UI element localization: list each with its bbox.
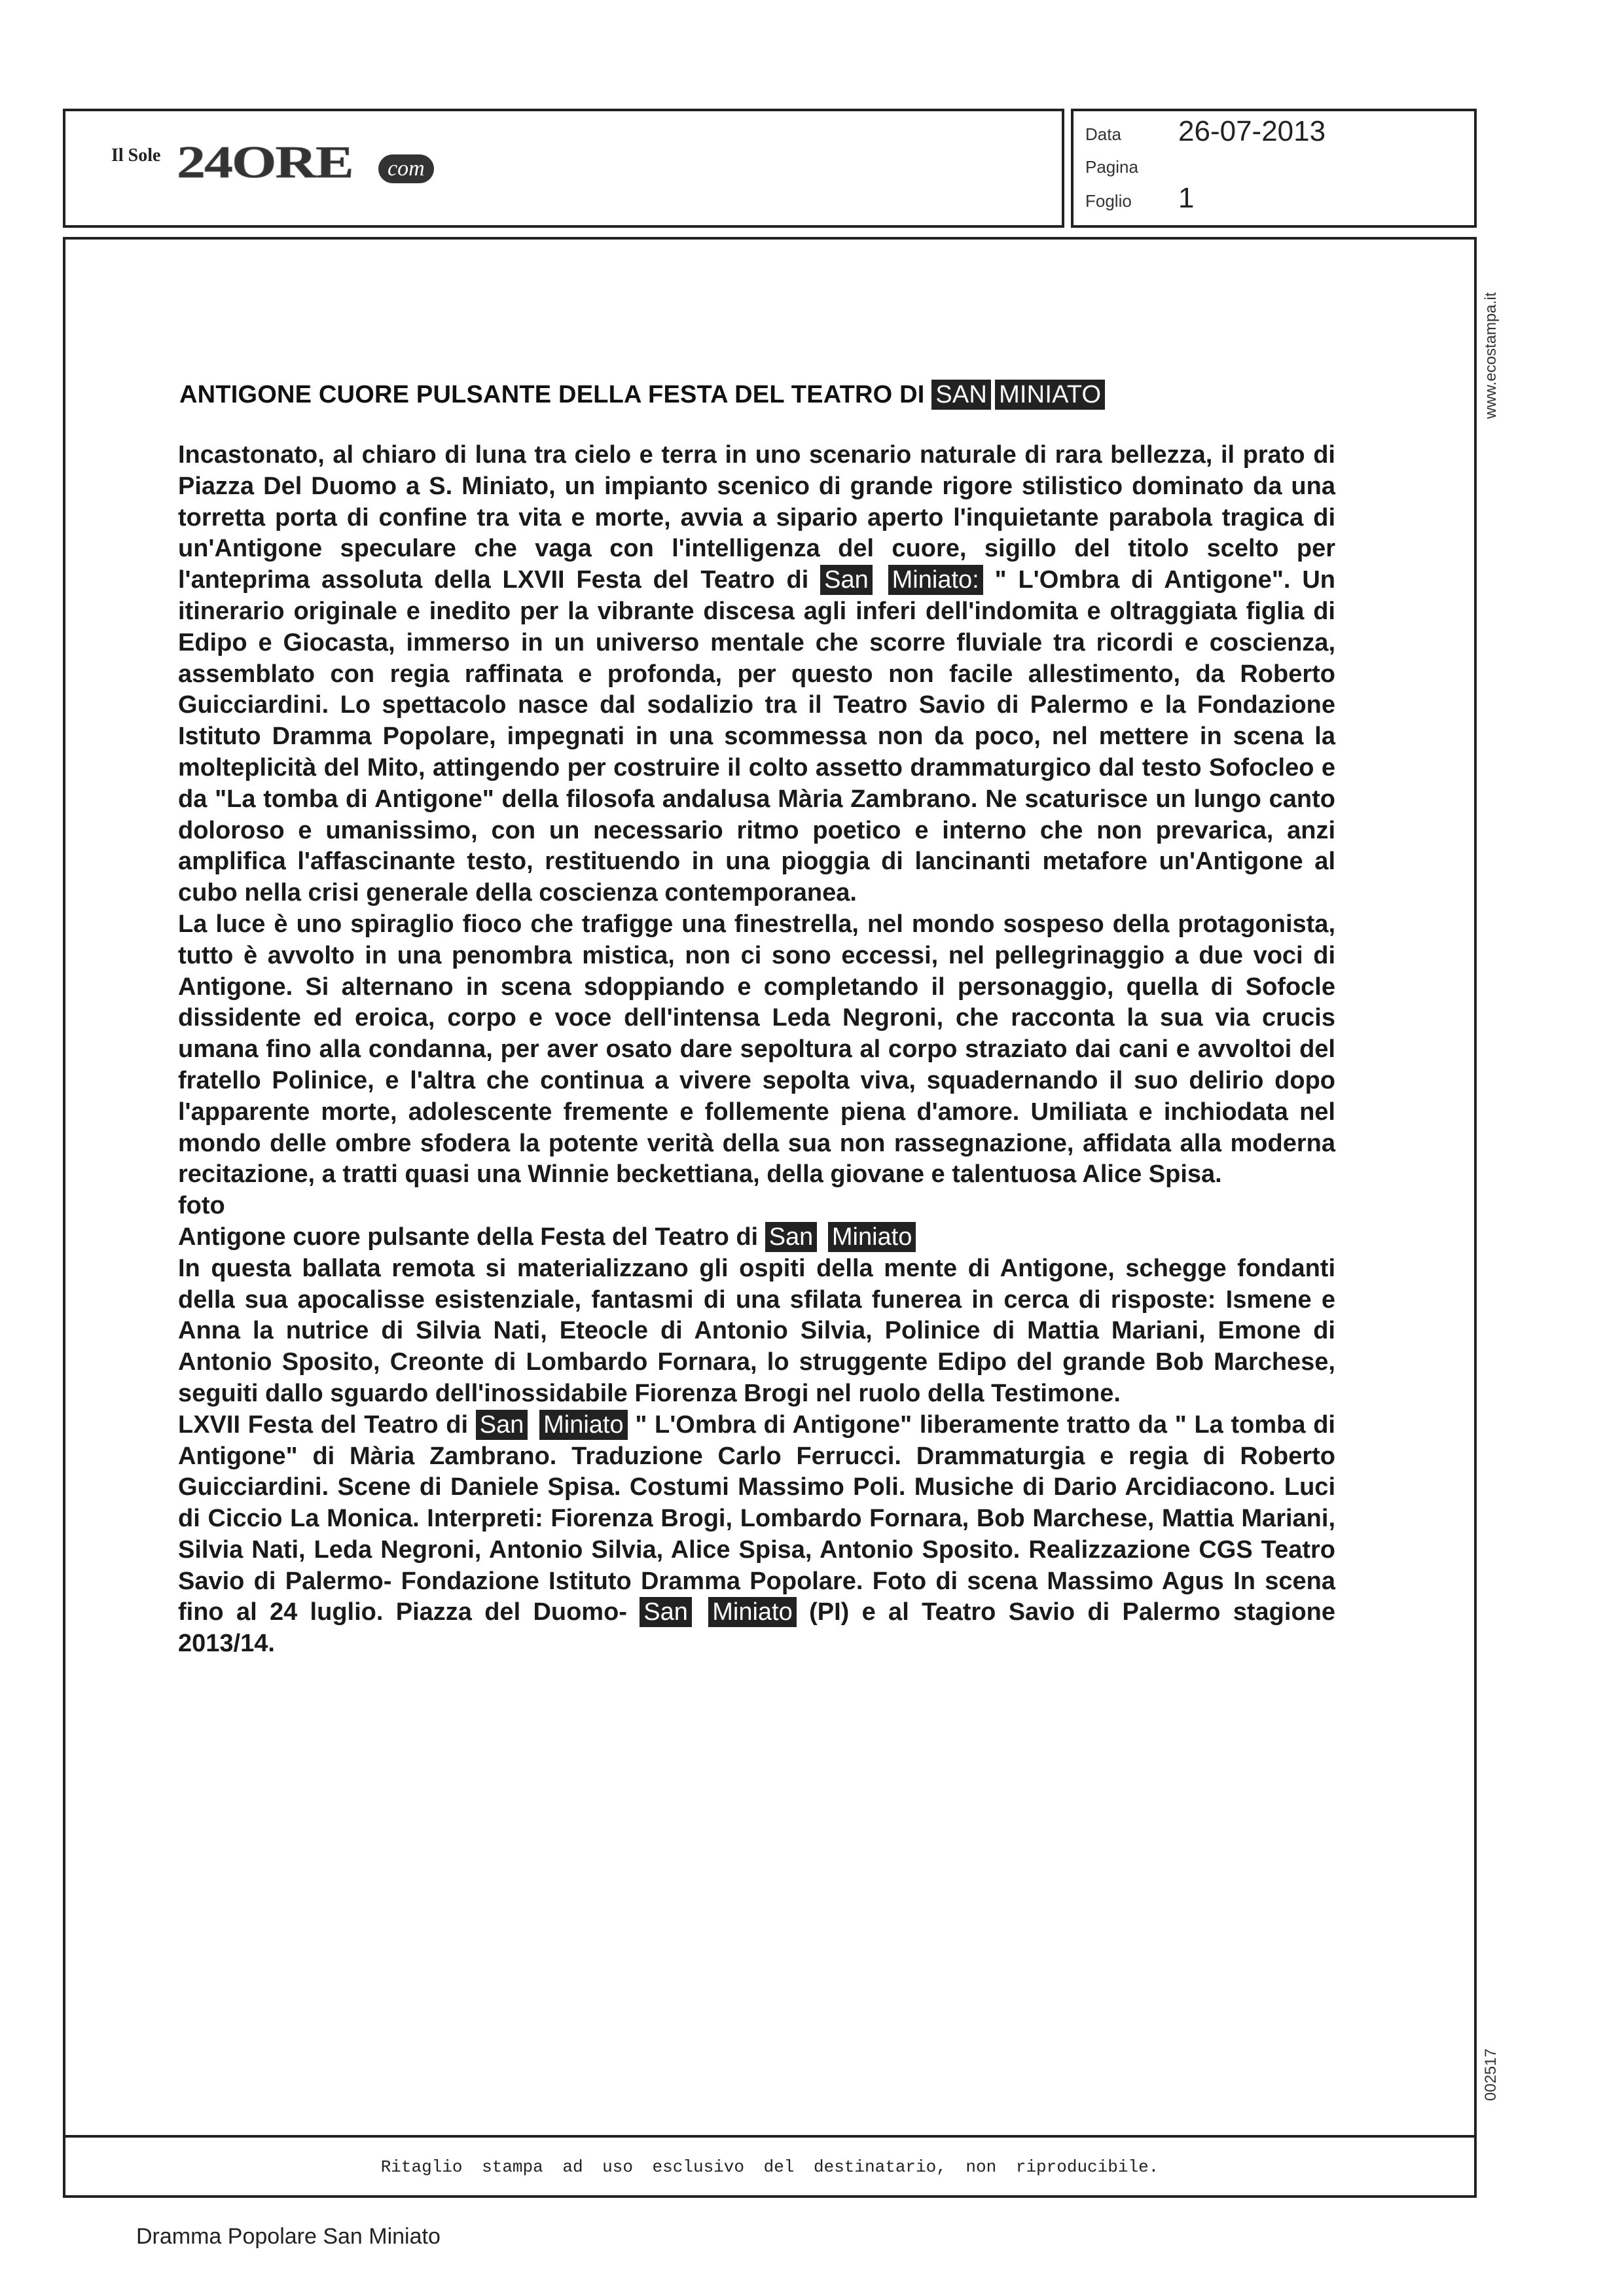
paragraph-1 (178, 440, 1335, 909)
title-text: ANTIGONE CUORE PULSANTE DELLA FESTA DEL TEATRO DI (179, 381, 925, 408)
paragraph-3: In questa ballata remota si materializzano gli ospiti della mente di Antigone, schegge fondanti della sua apocalisse esistenziale, fantasmi di una sfilata funerea in cerca di risposte: Ismene e Anna la nutrice di Silvia Nati, Eteocle di Antonio Silvia, Polinice di Mattia Mariani, Emone di Antonio Sposito, Creonte di Lombardo Fornara, lo struggente Edipo del grande Bob Marchese, seguiti dallo sguardo dell'inossidabile Fiorenza Brogi nel ruolo della Testimone. (178, 1254, 1335, 1407)
highlight-miniato: Miniato (828, 1222, 916, 1252)
source-footer: Dramma Popolare San Miniato (136, 2224, 441, 2249)
photo-caption-text: Antigone cuore pulsante della Festa del Teatro di (178, 1223, 759, 1251)
highlight-san: San (640, 1597, 692, 1627)
credits-paragraph (178, 1410, 1335, 1660)
highlight-miniato: Miniato (708, 1597, 797, 1627)
title-highlight-san: SAN (931, 380, 991, 410)
highlight-san: San (765, 1222, 818, 1252)
date-label: Data (1085, 124, 1121, 144)
website-side-label: www.ecostampa.it (1482, 292, 1500, 419)
title-highlight-miniato: MINIATO (995, 380, 1105, 410)
logo-main: 24ORE (177, 137, 353, 188)
logo-suffix: com (378, 154, 434, 183)
credits-text-c: (PI) e al Teatro Savio di Palermo stagione 2013/14. (178, 1598, 1336, 1658)
credits-text-a: LXVII Festa del Teatro di (178, 1410, 469, 1439)
code-side-label: 002517 (1482, 2048, 1500, 2101)
metadata-box (1071, 109, 1477, 228)
article-title (179, 381, 1105, 409)
highlight-miniato: Miniato (539, 1410, 628, 1440)
paragraph-2: La luce è uno spiraglio fioco che trafigge una finestrella, nel mondo sospeso della protagonista, tutto è avvolto in una penombra mistica, non ci sono eccessi, nel pellegrinaggio a due voci di Antigone. Si alternano in scena sdoppiando e completando il personaggio, quella di Sofocle dissidente ed eroica, corpo e voce dell'intensa Leda Negroni, che racconta la sua via crucis umana fino alla condanna, per aver osato dare sepoltura al corpo straziato dai cani e avvoltoi del fratello Polinice, e l'altra che continua a vivere sepolta viva, squadernando il suo delirio dopo l'apparente morte, adolescente fremente e follemente piena d'amore. Umiliata e inchiodata nel mondo delle ombre sfodera la potente verità della sua non rassegnazione, affidata alla moderna recitazione, a tratti quasi una Winnie beckettiana, della giovane e talentuosa Alice Spisa. (178, 910, 1335, 1189)
highlight-miniato: Miniato: (888, 565, 983, 595)
credits-text-b: " L'Ombra di Antigone" liberamente tratto da " La tomba di Antigone" di Mària Zambrano. Traduzione Carlo Ferrucci. Drammaturgia e regia di Roberto Guicciardini. Scene di Daniele Spisa. Costumi Massimo Poli. Musiche di Dario Arcidiacono. Luci di Ciccio La Monica. Interpreti: Fiorenza Brogi, Lombardo Fornara, Bob Marchese, Mattia Mariani, Silvia Nati, Leda Negroni, Antonio Silvia, Alice Spisa, Antonio Sposito. Realizzazione CGS Teatro Savio di Palermo- Fondazione Istituto Dramma Popolare. Foto di scena Massimo Agus In scena fino al 24 luglio. Piazza del Duomo- (178, 1410, 1335, 1626)
highlight-san: San (820, 565, 873, 595)
paragraph-1-text-a: Incastonato, al chiaro di luna tra cielo e terra in uno scenario naturale di rara bellezza, il prato di Piazza Del Duomo a S. Miniato, un impianto scenico di grande rigore stilistico dominato da una torretta porta di confine tra vita e morte, avvia a sipario aperto l'inquietante parabola tragica di un'Antigone speculare che vaga con l'intelligenza del cuore, sigillo del titolo scelto per l'anteprima assoluta della LXVII Festa del Teatro di (178, 441, 1335, 594)
sheet-value: 1 (1178, 182, 1195, 214)
page-label: Pagina (1085, 157, 1138, 177)
photo-caption-label: foto (178, 1192, 225, 1220)
reproduction-notice: Ritaglio stampa ad uso esclusivo del destinatario, non riproducibile. (380, 2157, 1159, 2177)
notice-bar (63, 2135, 1477, 2198)
article-body (178, 440, 1335, 1660)
newspaper-logo-box (63, 109, 1064, 228)
date-value: 26-07-2013 (1178, 115, 1326, 147)
sheet-label: Foglio (1085, 191, 1132, 211)
photo-caption (178, 1222, 1335, 1253)
paragraph-1-text-b: " L'Ombra di Antigone". Un itinerario originale e inedito per la vibrante discesa agli inferi dell'indomita e oltraggiata figlia di Edipo e Giocasta, immerso in un universo mentale che scorre fluviale tra ricordi e coscienza, assemblato con regia raffinata e profonda, per questo non facile allestimento, da Roberto Guicciardini. Lo spettacolo nasce dal sodalizio tra il Teatro Savio di Palermo e la Fondazione Istituto Dramma Popolare, impegnati in una scommessa non da poco, nel mettere in scena la molteplicità del Mito, attingendo per costruire il colto assetto drammaturgico dal testo Sofocleo e da "La tomba di Antigone" della filosofa andalusa Mària Zambrano. Ne scaturisce un lungo canto doloroso e umanissimo, con un necessario ritmo poetico e interno che non prevarica, anzi amplifica l'affascinante testo, restituendo in una pioggia di lancinanti metafore un'Antigone al cubo nella crisi generale della coscienza contemporanea. (178, 566, 1336, 907)
logo-prefix: Il Sole (111, 145, 161, 166)
highlight-san: San (476, 1410, 528, 1440)
